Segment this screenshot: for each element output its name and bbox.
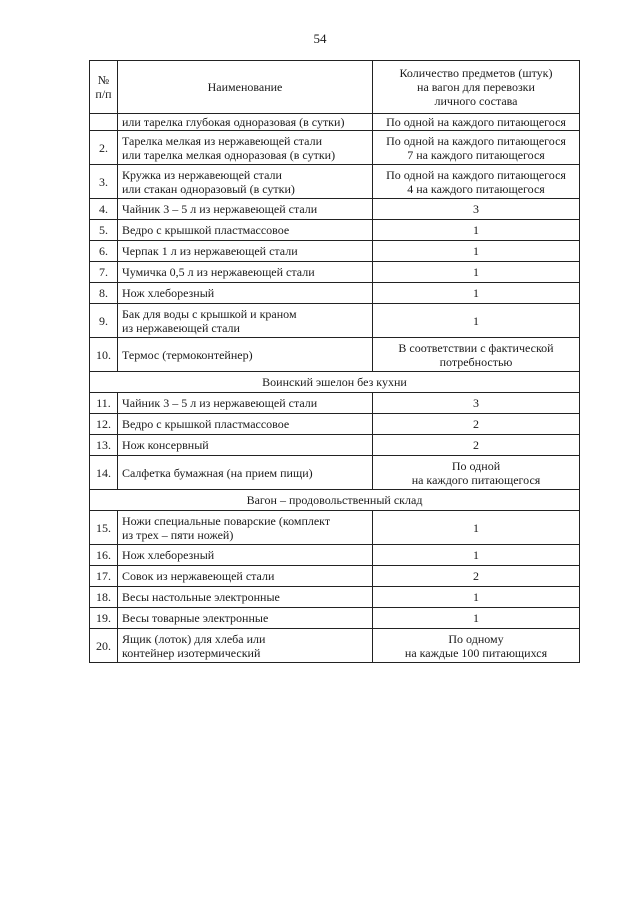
- row-name: Салфетка бумажная (на прием пищи): [118, 456, 373, 490]
- row-number: 8.: [90, 283, 118, 304]
- table-row: [90, 566, 580, 587]
- row-quantity: 3: [373, 393, 580, 414]
- table-header-row: [90, 61, 580, 114]
- row-name: Ведро с крышкой пластмассовое: [118, 220, 373, 241]
- row-number: 13.: [90, 435, 118, 456]
- row-number: 12.: [90, 414, 118, 435]
- row-number: 10.: [90, 338, 118, 372]
- equipment-table: [89, 60, 580, 663]
- row-name: Весы товарные электронные: [118, 608, 373, 629]
- table-row: [90, 338, 580, 372]
- table-row: [90, 587, 580, 608]
- row-name: Весы настольные электронные: [118, 587, 373, 608]
- table-row: [90, 608, 580, 629]
- row-quantity: 1: [373, 608, 580, 629]
- table-row: [90, 393, 580, 414]
- row-quantity: 1: [373, 262, 580, 283]
- row-number: 19.: [90, 608, 118, 629]
- row-quantity: 1: [373, 283, 580, 304]
- table-row: [90, 241, 580, 262]
- row-number: [90, 114, 118, 131]
- table-row: [90, 283, 580, 304]
- row-number: 18.: [90, 587, 118, 608]
- row-quantity: По одной на каждого питающегося 7 на каждого питающегося: [373, 131, 580, 165]
- row-number: 4.: [90, 199, 118, 220]
- table-row: [90, 220, 580, 241]
- row-quantity: По одной на каждого питающегося: [373, 114, 580, 131]
- section-row: [90, 372, 580, 393]
- row-number: 6.: [90, 241, 118, 262]
- row-name: Чайник 3 – 5 л из нержавеющей стали: [118, 393, 373, 414]
- table-row: [90, 435, 580, 456]
- row-number: 2.: [90, 131, 118, 165]
- row-name: Термос (термоконтейнер): [118, 338, 373, 372]
- table-row: [90, 262, 580, 283]
- row-quantity: По одной на каждого питающегося: [373, 456, 580, 490]
- table-row: [90, 304, 580, 338]
- row-name: Бак для воды с крышкой и краном из нержавеющей стали: [118, 304, 373, 338]
- row-quantity: По одной на каждого питающегося 4 на каждого питающегося: [373, 165, 580, 199]
- row-name: или тарелка глубокая одноразовая (в сутки): [118, 114, 373, 131]
- row-number: 20.: [90, 629, 118, 663]
- row-name: Нож хлеборезный: [118, 545, 373, 566]
- table-row: [90, 131, 580, 165]
- table-row: [90, 456, 580, 490]
- row-name: Ведро с крышкой пластмассовое: [118, 414, 373, 435]
- table-row: [90, 629, 580, 663]
- row-name: Чумичка 0,5 л из нержавеющей стали: [118, 262, 373, 283]
- table-row: [90, 199, 580, 220]
- table-body: [90, 114, 580, 663]
- row-number: 15.: [90, 511, 118, 545]
- row-number: 7.: [90, 262, 118, 283]
- row-name: Кружка из нержавеющей стали или стакан одноразовый (в сутки): [118, 165, 373, 199]
- row-number: 16.: [90, 545, 118, 566]
- row-name: Чайник 3 – 5 л из нержавеющей стали: [118, 199, 373, 220]
- row-number: 3.: [90, 165, 118, 199]
- row-name: Совок из нержавеющей стали: [118, 566, 373, 587]
- section-title: Воинский эшелон без кухни: [90, 372, 580, 393]
- row-quantity: 3: [373, 199, 580, 220]
- row-number: 11.: [90, 393, 118, 414]
- row-quantity: По одному на каждые 100 питающихся: [373, 629, 580, 663]
- table-row: [90, 414, 580, 435]
- row-name: Черпак 1 л из нержавеющей стали: [118, 241, 373, 262]
- row-quantity: 1: [373, 241, 580, 262]
- row-quantity: 2: [373, 566, 580, 587]
- row-quantity: 2: [373, 414, 580, 435]
- row-name: Нож хлеборезный: [118, 283, 373, 304]
- table-row: [90, 114, 580, 131]
- row-number: 17.: [90, 566, 118, 587]
- row-quantity: 1: [373, 304, 580, 338]
- row-quantity: 1: [373, 545, 580, 566]
- header-quantity: Количество предметов (штук) на вагон для перевозки личного состава: [373, 61, 580, 114]
- row-name: Тарелка мелкая из нержавеющей стали или тарелка мелкая одноразовая (в сутки): [118, 131, 373, 165]
- page-number: 54: [313, 31, 327, 46]
- section-title: Вагон – продовольственный склад: [90, 490, 580, 511]
- row-quantity: 1: [373, 220, 580, 241]
- row-name: Ножи специальные поварские (комплект из трех – пяти ножей): [118, 511, 373, 545]
- table-row: [90, 511, 580, 545]
- row-quantity: 1: [373, 511, 580, 545]
- row-name: Ящик (лоток) для хлеба или контейнер изотермический: [118, 629, 373, 663]
- row-quantity: В соответствии с фактической потребностью: [373, 338, 580, 372]
- section-row: [90, 490, 580, 511]
- row-quantity: 1: [373, 587, 580, 608]
- row-quantity: 2: [373, 435, 580, 456]
- row-number: 9.: [90, 304, 118, 338]
- row-name: Нож консервный: [118, 435, 373, 456]
- header-name: Наименование: [118, 61, 373, 114]
- table-row: [90, 545, 580, 566]
- row-number: 5.: [90, 220, 118, 241]
- header-number: № п/п: [90, 61, 118, 114]
- row-number: 14.: [90, 456, 118, 490]
- table-row: [90, 165, 580, 199]
